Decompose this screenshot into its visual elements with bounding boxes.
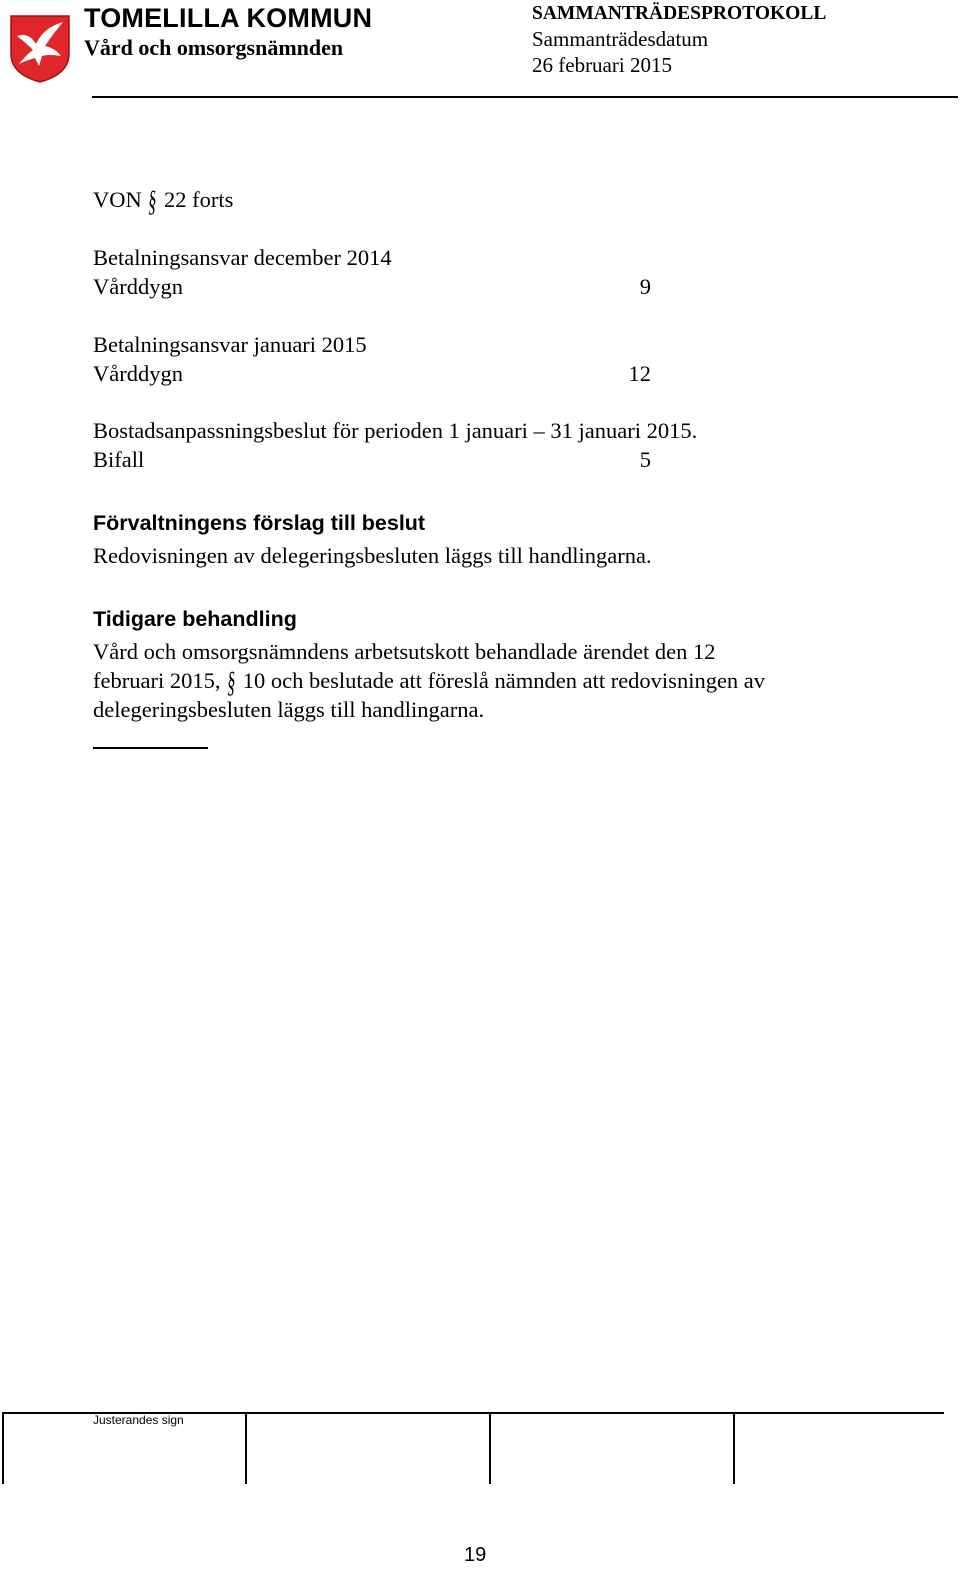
- meeting-date-value: 26 februari 2015: [532, 53, 672, 77]
- paragraph-sign: §: [147, 185, 159, 218]
- header-divider: [92, 96, 958, 98]
- document-type: SAMMANTRÄDESPROTOKOLL: [532, 3, 827, 24]
- previous-text-line: Vård och omsorgsnämndens arbetsutskott behandlade ärendet den 12: [93, 639, 716, 664]
- previous-text-line: [93, 668, 765, 698]
- signature-label: Justerandes sign: [93, 1413, 184, 1427]
- section-suffix: 22 forts: [164, 187, 234, 212]
- municipality-name: TOMELILLA KOMMUN: [84, 3, 373, 33]
- item-title: Bostadsanpassningsbeslut för perioden 1 januari – 31 januari 2015.: [93, 418, 698, 443]
- item-value: 12: [628, 361, 651, 386]
- paragraph-sign: §: [226, 666, 238, 699]
- item-label: Bifall: [93, 447, 145, 472]
- proposal-text: Redovisningen av delegeringsbesluten läggs till handlingarna.: [93, 543, 652, 568]
- end-divider: [93, 747, 208, 749]
- item-value: 9: [639, 274, 651, 299]
- item-label: Vårddygn: [93, 274, 183, 299]
- item-title: Betalningsansvar januari 2015: [93, 332, 367, 357]
- previous-text-after: 10 och beslutade att föreslå nämnden att redovisningen av: [242, 668, 766, 693]
- item-label: Vårddygn: [93, 361, 183, 386]
- signature-box-border: [489, 1412, 491, 1484]
- page-number: 19: [464, 1544, 487, 1566]
- section-prefix: VON: [93, 187, 142, 212]
- previous-text-before: februari 2015,: [93, 668, 221, 693]
- meeting-date-label: Sammanträdesdatum: [532, 27, 709, 51]
- section-reference: [93, 187, 233, 217]
- municipal-crest-icon: [9, 14, 71, 84]
- signature-box-border: [245, 1412, 247, 1484]
- signature-box-border: [733, 1412, 735, 1484]
- previous-heading: Tidigare behandling: [93, 607, 297, 631]
- signature-box-border: [2, 1412, 4, 1484]
- committee-name: Vård och omsorgsnämnden: [84, 35, 344, 60]
- proposal-heading: Förvaltningens förslag till beslut: [93, 511, 426, 535]
- item-title: Betalningsansvar december 2014: [93, 245, 392, 270]
- previous-text-line: delegeringsbesluten läggs till handlingarna.: [93, 697, 485, 722]
- item-value: 5: [639, 447, 651, 472]
